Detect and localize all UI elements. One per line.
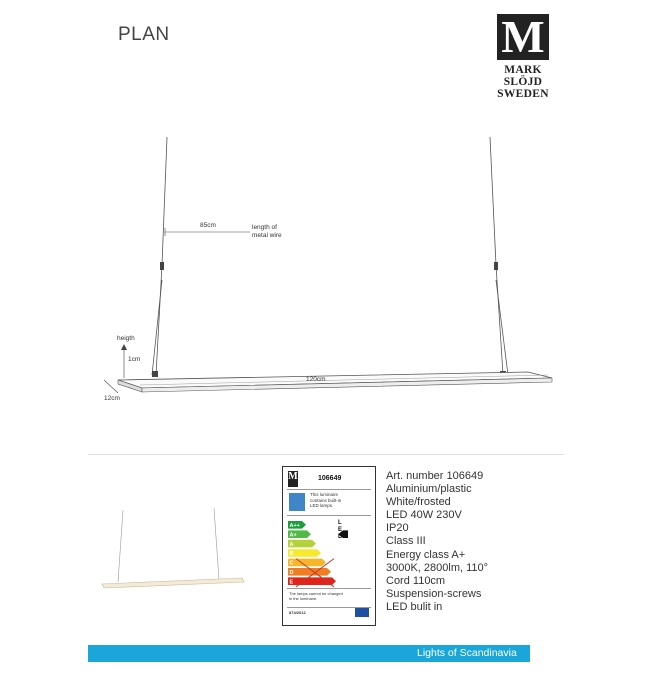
energy-label-led bbox=[338, 520, 342, 541]
led-letter: D bbox=[338, 534, 343, 540]
product-specs bbox=[386, 470, 488, 614]
thumbnail-lamp-bar bbox=[102, 578, 244, 588]
spec-line: Aluminium/plastic bbox=[386, 483, 472, 496]
spec-line: 3000K, 2800lm, 110° bbox=[386, 561, 489, 574]
led-letter: L bbox=[338, 520, 342, 526]
spec-line: Class III bbox=[386, 535, 426, 548]
height-label: heigth bbox=[117, 335, 135, 342]
energy-label-logo: M bbox=[288, 471, 298, 487]
energy-label bbox=[282, 466, 376, 626]
energy-label-note: The lamps cannot be changed in the luminaire. bbox=[289, 591, 343, 601]
energy-label-info: This luminaire contains built-in LED lamps. bbox=[310, 492, 342, 508]
logo-line-1: MARK bbox=[504, 64, 542, 76]
product-thumbnail bbox=[96, 500, 246, 600]
left-wire-clamp bbox=[160, 262, 164, 270]
wire-length-value: 85cm bbox=[200, 222, 216, 229]
spec-line: IP20 bbox=[386, 522, 409, 535]
depth-dimension-line bbox=[104, 380, 118, 393]
energy-class-label: A+ bbox=[289, 532, 297, 539]
spec-line: Cord 110cm bbox=[386, 574, 446, 587]
depth-value: 12cm bbox=[104, 395, 120, 402]
spec-line: Energy class A+ bbox=[386, 548, 466, 561]
page-title: PLAN bbox=[118, 24, 170, 45]
wire-length-label-line2: metal wire bbox=[252, 232, 282, 239]
left-wire-lower bbox=[156, 265, 162, 375]
section-divider bbox=[88, 454, 564, 455]
energy-class-label: B bbox=[289, 551, 294, 558]
led-letter: E bbox=[338, 527, 343, 533]
energy-class-bar bbox=[288, 559, 326, 567]
spec-line: LED 40W 230V bbox=[386, 509, 462, 522]
right-wire-lower bbox=[496, 265, 503, 375]
energy-class-bar bbox=[288, 577, 336, 585]
energy-label-article-number: 106649 bbox=[318, 475, 342, 482]
logo-line-2: SLÖJD bbox=[503, 76, 543, 88]
logo-letter: M bbox=[497, 14, 549, 60]
left-wire-upper bbox=[162, 137, 167, 265]
spec-line: LED bulit in bbox=[386, 600, 443, 613]
spec-line: Suspension-screws bbox=[386, 587, 482, 600]
lamp-icon bbox=[289, 493, 305, 511]
right-wire-upper bbox=[490, 137, 496, 265]
eu-flag-icon bbox=[355, 608, 369, 617]
energy-class-label: C bbox=[289, 560, 294, 567]
footer-text: Lights of Scandinavia bbox=[417, 647, 517, 659]
left-wire-anchor bbox=[152, 371, 158, 377]
wire-length-label-line1: length of bbox=[252, 224, 277, 231]
footer-bar bbox=[88, 645, 530, 662]
energy-class-label: E bbox=[289, 579, 294, 586]
length-value: 120cm bbox=[306, 376, 326, 383]
spec-line: Art. number 106649 bbox=[386, 470, 484, 482]
height-value: 1cm bbox=[128, 356, 141, 363]
logo-line-3: SWEDEN bbox=[497, 88, 549, 100]
right-wire-clamp bbox=[494, 262, 498, 270]
energy-class-label: D bbox=[289, 570, 294, 576]
energy-class-label: A++ bbox=[289, 523, 300, 529]
energy-label-regulation: 874/2012 bbox=[289, 610, 306, 615]
spec-line: White/frosted bbox=[386, 496, 451, 509]
energy-class-label: A bbox=[289, 541, 294, 548]
